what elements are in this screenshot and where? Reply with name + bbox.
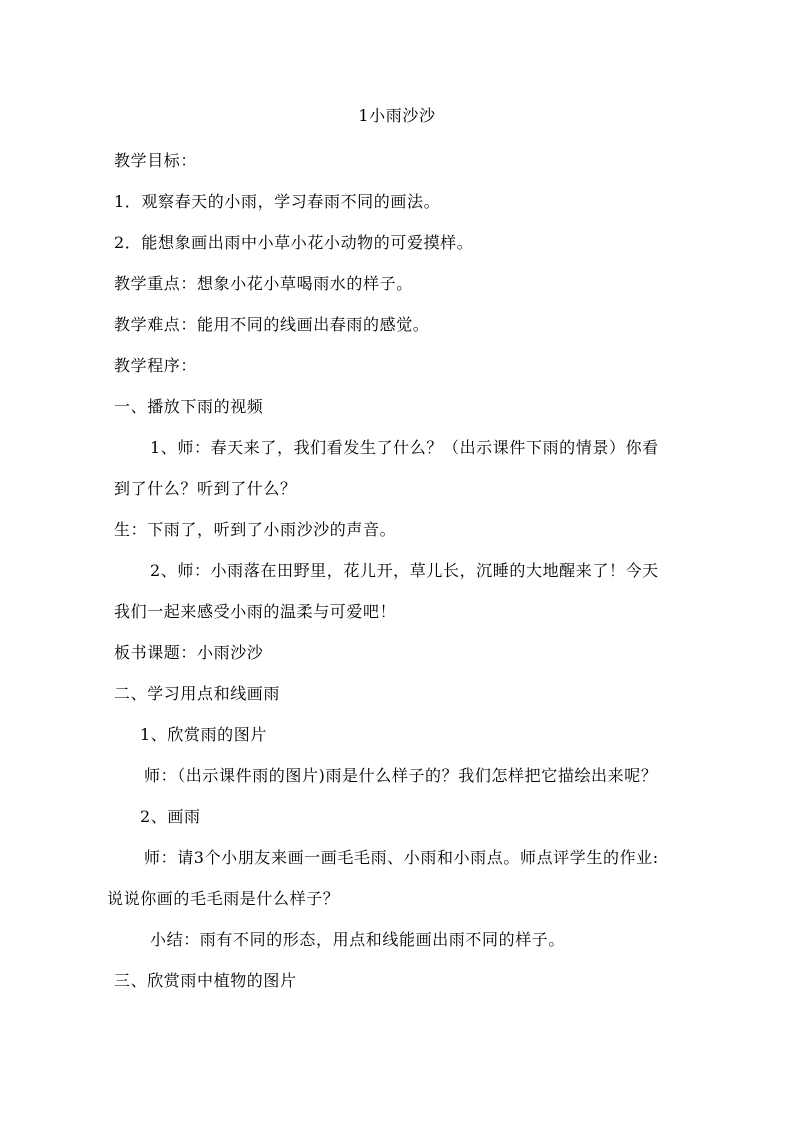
- substep-draw: 2、画雨: [140, 807, 201, 826]
- summary-line: 小结：雨有不同的形态，用点和线能画出雨不同的样子。: [150, 930, 566, 949]
- step-heading-2: 二、学习用点和线画雨: [114, 684, 281, 703]
- goal-item-2: 2．能想象画出雨中小草小花小动物的可爱摸样。: [114, 233, 474, 252]
- teacher-line-4a: 师：请3个小朋友来画一画毛毛雨、小雨和小雨点。师点评学生的作业:: [144, 848, 659, 867]
- section-heading-procedure: 教学程序：: [114, 356, 198, 375]
- board-title: 板书课题：小雨沙沙: [114, 643, 264, 662]
- teacher-line-4b: 说说你画的毛毛雨是什么样子？: [107, 889, 340, 908]
- goal-item-1: 1．观察春天的小雨，学习春雨不同的画法。: [114, 192, 441, 211]
- step-heading-3: 三、欣赏雨中植物的图片: [114, 971, 297, 990]
- section-heading-goals: 教学目标：: [114, 151, 198, 170]
- step-heading-1: 一、播放下雨的视频: [114, 397, 264, 416]
- key-point: 教学重点：想象小花小草喝雨水的样子。: [114, 274, 413, 293]
- teacher-line-2b: 我们一起来感受小雨的温柔与可爱吧！: [114, 602, 397, 621]
- teacher-line-1a: 1、师：春天来了，我们看发生了什么？（出示课件下雨的情景）你看: [150, 438, 659, 457]
- teacher-line-3: 师：（出示课件雨的图片)雨是什么样子的？我们怎样把它描绘出来呢？: [144, 766, 658, 785]
- document-title: 1小雨沙沙: [358, 106, 436, 125]
- substep-appreciate: 1、欣赏雨的图片: [140, 725, 267, 744]
- teacher-line-1b: 到了什么？听到了什么？: [114, 479, 297, 498]
- teacher-line-2a: 2、师：小雨落在田野里，花儿开，草儿长，沉睡的大地醒来了！今天: [150, 561, 659, 580]
- student-line: 生：下雨了，听到了小雨沙沙的声音。: [114, 520, 397, 539]
- difficult-point: 教学难点：能用不同的线画出春雨的感觉。: [114, 315, 430, 334]
